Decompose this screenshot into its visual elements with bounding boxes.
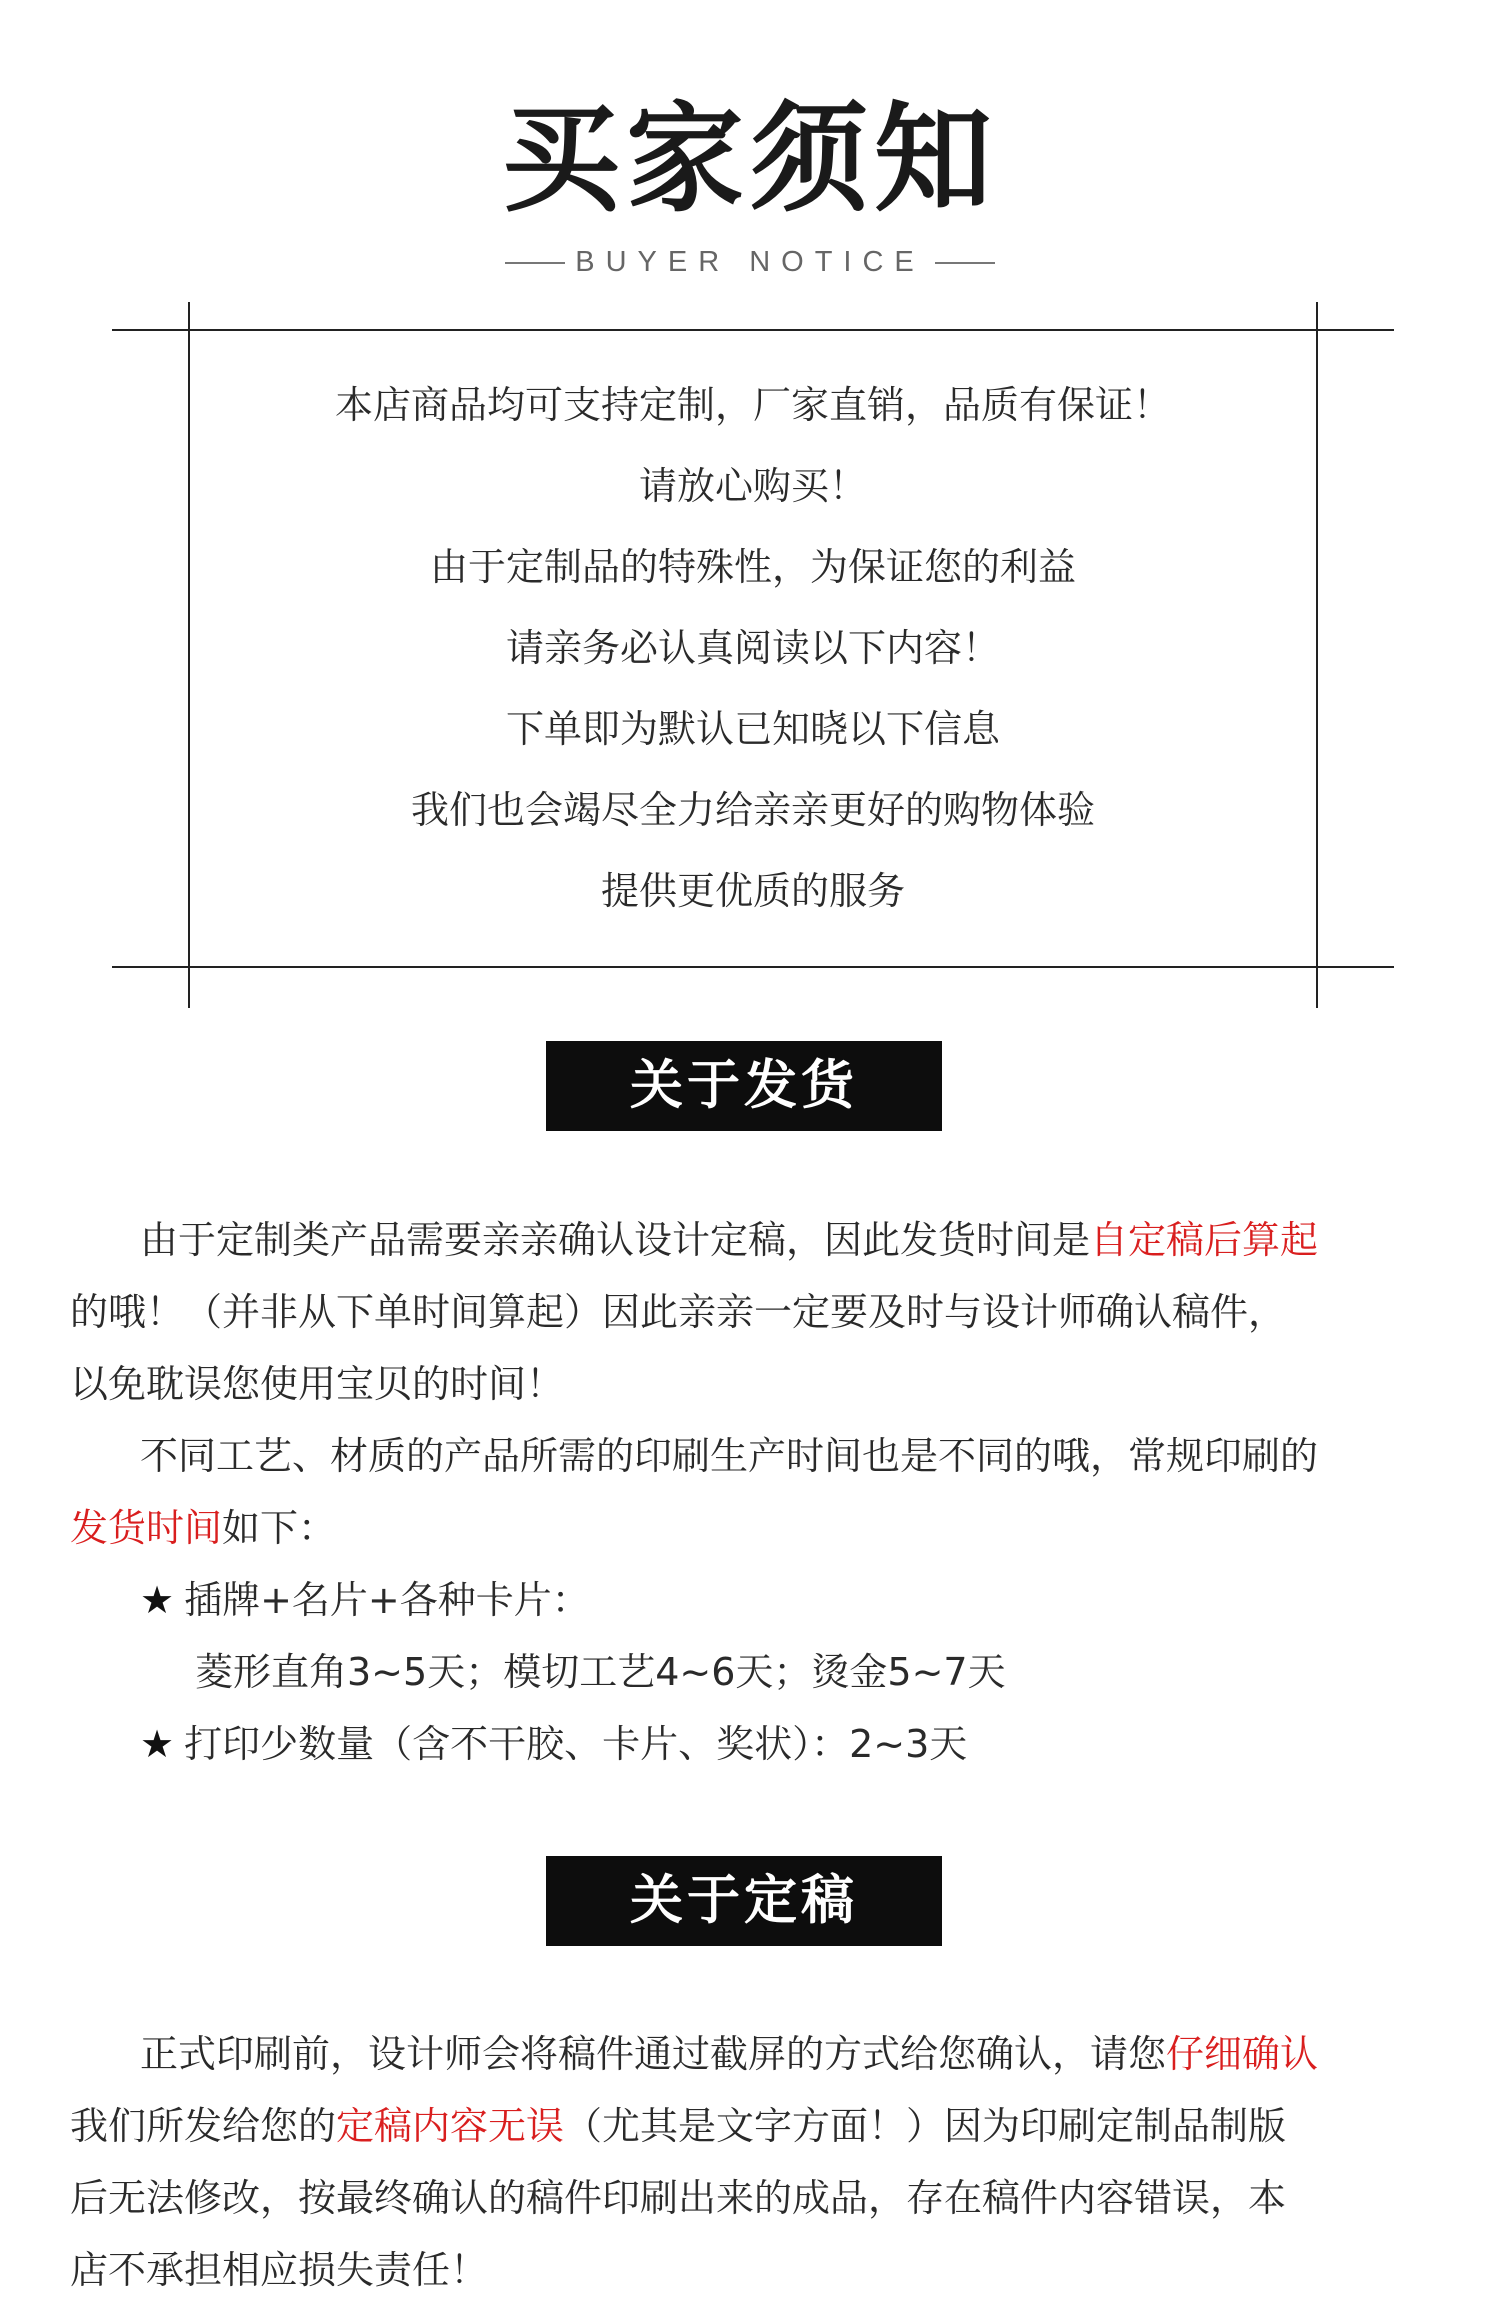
draft-text: （尤其是文字方面！）因为印刷定制品制版 (564, 2104, 1287, 2148)
notice-line: 请放心购买！ (638, 464, 867, 508)
draft-section-heading: 关于定稿 (546, 1856, 942, 1946)
draft-text: 正式印刷前，设计师会将稿件通过截屏的方式给您确认，请您 (140, 2032, 1167, 2076)
shipping-highlight: 发货时间 (70, 1506, 223, 1550)
notice-line: 由于定制品的特殊性，为保证您的利益 (429, 545, 1076, 589)
draft-paragraph-line (70, 2090, 1440, 2162)
notice-line: 我们也会竭尽全力给亲亲更好的购物体验 (410, 788, 1095, 832)
frame-top-line (112, 329, 1394, 331)
shipping-list-item (70, 1708, 1440, 1780)
draft-paragraph-line (70, 2018, 1440, 2090)
subtitle-text: BUYER NOTICE (575, 246, 925, 278)
subtitle-left-dash (505, 262, 565, 264)
list-item-text: 插牌+名片+各种卡片： (184, 1578, 590, 1622)
list-item-text: 打印少数量（含不干胶、卡片、奖状）：2~3天 (184, 1722, 968, 1766)
draft-section-body (70, 2018, 1440, 2306)
notice-line: 提供更优质的服务 (600, 869, 905, 913)
shipping-text: 如下： (222, 1506, 337, 1550)
shipping-text: 由于定制类产品需要亲亲确认设计定稿，因此发货时间是 (140, 1218, 1091, 1262)
shipping-paragraph-line: 的哦！（并非从下单时间算起）因此亲亲一定要及时与设计师确认稿件， (70, 1290, 1287, 1334)
notice-line: 请亲务必认真阅读以下内容！ (505, 626, 1000, 670)
page-title: 买家须知 (501, 90, 998, 228)
draft-paragraph-line: 后无法修改，按最终确认的稿件印刷出来的成品，存在稿件内容错误，本 (70, 2176, 1287, 2220)
draft-highlight: 定稿内容无误 (336, 2104, 565, 2148)
shipping-paragraph-line: 以免耽误您使用宝贝的时间！ (70, 1362, 565, 1406)
frame-right-line (1316, 302, 1318, 1008)
shipping-highlight: 自定稿后算起 (1090, 1218, 1319, 1262)
notice-line: 下单即为默认已知晓以下信息 (505, 707, 1000, 751)
shipping-paragraph-line: 不同工艺、材质的产品所需的印刷生产时间也是不同的哦，常规印刷的 (140, 1434, 1319, 1478)
draft-text: 我们所发给您的 (70, 2104, 337, 2148)
star-icon: ★ (140, 1722, 175, 1766)
notice-line: 本店商品均可支持定制，厂家直销，品质有保证！ (334, 383, 1171, 427)
shipping-paragraph-line (70, 1492, 1440, 1564)
shipping-section-heading: 关于发货 (546, 1041, 942, 1131)
draft-paragraph-line: 店不承担相应损失责任！ (70, 2248, 489, 2292)
draft-highlight: 仔细确认 (1166, 2032, 1319, 2076)
shipping-list-item (70, 1564, 1440, 1636)
page-subtitle (0, 246, 1500, 279)
shipping-list-detail: 菱形直角3~5天；模切工艺4~6天；烫金5~7天 (195, 1650, 1006, 1694)
frame-bottom-line (112, 966, 1394, 968)
shipping-paragraph-line (70, 1204, 1440, 1276)
subtitle-right-dash (935, 262, 995, 264)
notice-box (190, 365, 1316, 932)
star-icon: ★ (140, 1578, 175, 1622)
shipping-section-body (70, 1204, 1440, 1780)
